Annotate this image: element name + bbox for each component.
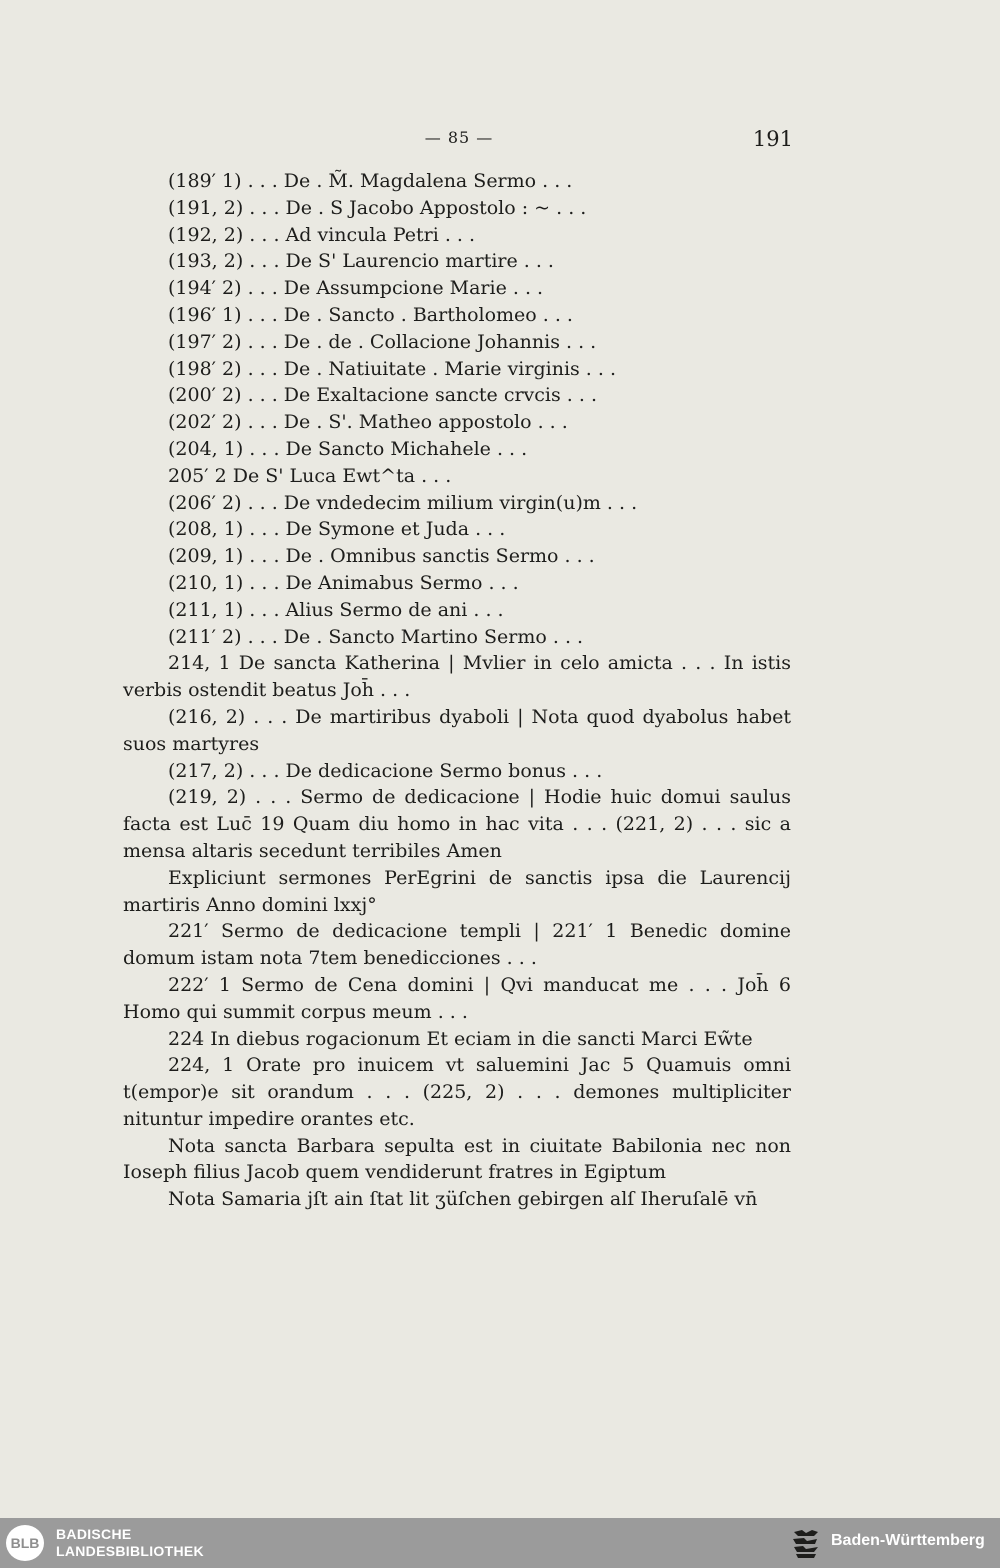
- entry-line: (208, 1) . . . De Symone et Juda . . .: [168, 518, 506, 541]
- entry-line: 205′ 2 De S' Luca Ewt^ta . . .: [168, 464, 452, 487]
- entry-line: (194′ 2) . . . De Assumpcione Marie . . .: [168, 277, 544, 300]
- paragraph: 221′ Sermo de dedicacione templi | 221′ 1 Benedic domine domum istam nota 7tem benedicciones . . .: [123, 920, 791, 970]
- blb-logo[interactable]: BLB: [6, 1525, 44, 1561]
- entry-line: (193, 2) . . . De S' Laurencio martire . . .: [168, 250, 554, 273]
- entry-line: (200′ 2) . . . De Exaltacione sancte crvcis . . .: [168, 384, 597, 407]
- entry-line: (210, 1) . . . De Animabus Sermo . . .: [168, 571, 519, 594]
- sermon-entries: [123, 168, 791, 1213]
- footer-bar: [0, 1518, 1000, 1568]
- library-name-line2: LANDESBIBLIOTHEK: [56, 1543, 204, 1559]
- paragraph: 214, 1 De sancta Katherina | Mvlier in celo amicta . . . In istis verbis ostendit beatus Joh̄ . . .: [123, 652, 791, 702]
- entry-line: (204, 1) . . . De Sancto Michahele . . .: [168, 437, 528, 460]
- entry-line: (189′ 1) . . . De . M̃. Magdalena Sermo . . .: [168, 170, 573, 192]
- entry-line: (202′ 2) . . . De . S'. Matheo appostolo . . .: [168, 411, 568, 434]
- page-header-number: — 85 —: [424, 128, 494, 147]
- entry-line: (211, 1) . . . Alius Sermo de ani . . .: [168, 598, 504, 621]
- entry-line: (209, 1) . . . De . Omnibus sanctis Sermo . . .: [168, 545, 595, 568]
- entry-line: (206′ 2) . . . De vndedecim milium virgin(u)m . . .: [168, 491, 638, 514]
- paragraph: (219, 2) . . . Sermo de dedicacione | Hodie huic domui saulus facta est Luc̄ 19 Quam diu homo in hac vita . . . (221, 2) . . . sic a mensa altaris secedunt terribiles Amen: [123, 786, 791, 862]
- paragraph: Nota sancta Barbara sepulta est in ciuitate Babilonia nec non Ioseph filius Jacob quem vendiderunt fratres in Egiptum: [123, 1134, 791, 1184]
- paragraph: Nota Samaria jſt ain ſtat lit ʒüſchen gebirgen alſ Iheruſalē vn̄: [168, 1188, 758, 1211]
- entry-line: (191, 2) . . . De . S Jacobo Appostolo : ~ . . .: [168, 196, 587, 219]
- entry-line: (211′ 2) . . . De . Sancto Martino Sermo . . .: [168, 625, 584, 648]
- lions-crest-icon: [790, 1526, 822, 1560]
- paragraph: (216, 2) . . . De martiribus dyaboli | Nota quod dyabolus habet suos martyres: [123, 705, 791, 755]
- paragraph: 224, 1 Orate pro inuicem vt saluemini Jac 5 Quamuis omni t(empor)e sit orandum . . . (225, 2) . . . demones multipliciter nituntur impedire orantes etc.: [123, 1054, 791, 1130]
- paragraph: (217, 2) . . . De dedicacione Sermo bonus . . .: [168, 759, 603, 782]
- entry-line: (198′ 2) . . . De . Natiuitate . Marie virginis . . .: [168, 357, 617, 380]
- state-name[interactable]: Baden-Württemberg: [831, 1532, 985, 1549]
- library-name[interactable]: [56, 1526, 204, 1560]
- paragraph: Expliciunt sermones PerEgrini de sanctis ipsa die Laurencij martiris Anno domini lxxj°: [123, 866, 791, 916]
- library-name-line1: BADISCHE: [56, 1526, 132, 1542]
- entry-line: (192, 2) . . . Ad vincula Petri . . .: [168, 223, 476, 246]
- entry-line: (197′ 2) . . . De . de . Collacione Johannis . . .: [168, 330, 597, 353]
- paragraph: 222′ 1 Sermo de Cena domini | Qvi manducat me . . . Joh̄ 6 Homo qui summit corpus meum . . .: [123, 973, 791, 1023]
- paragraph: 224 In diebus rogacionum Et eciam in die sancti Marci Ew̃te: [168, 1027, 753, 1050]
- entry-line: (196′ 1) . . . De . Sancto . Bartholomeo . . .: [168, 303, 573, 326]
- page-number: 191: [752, 127, 793, 151]
